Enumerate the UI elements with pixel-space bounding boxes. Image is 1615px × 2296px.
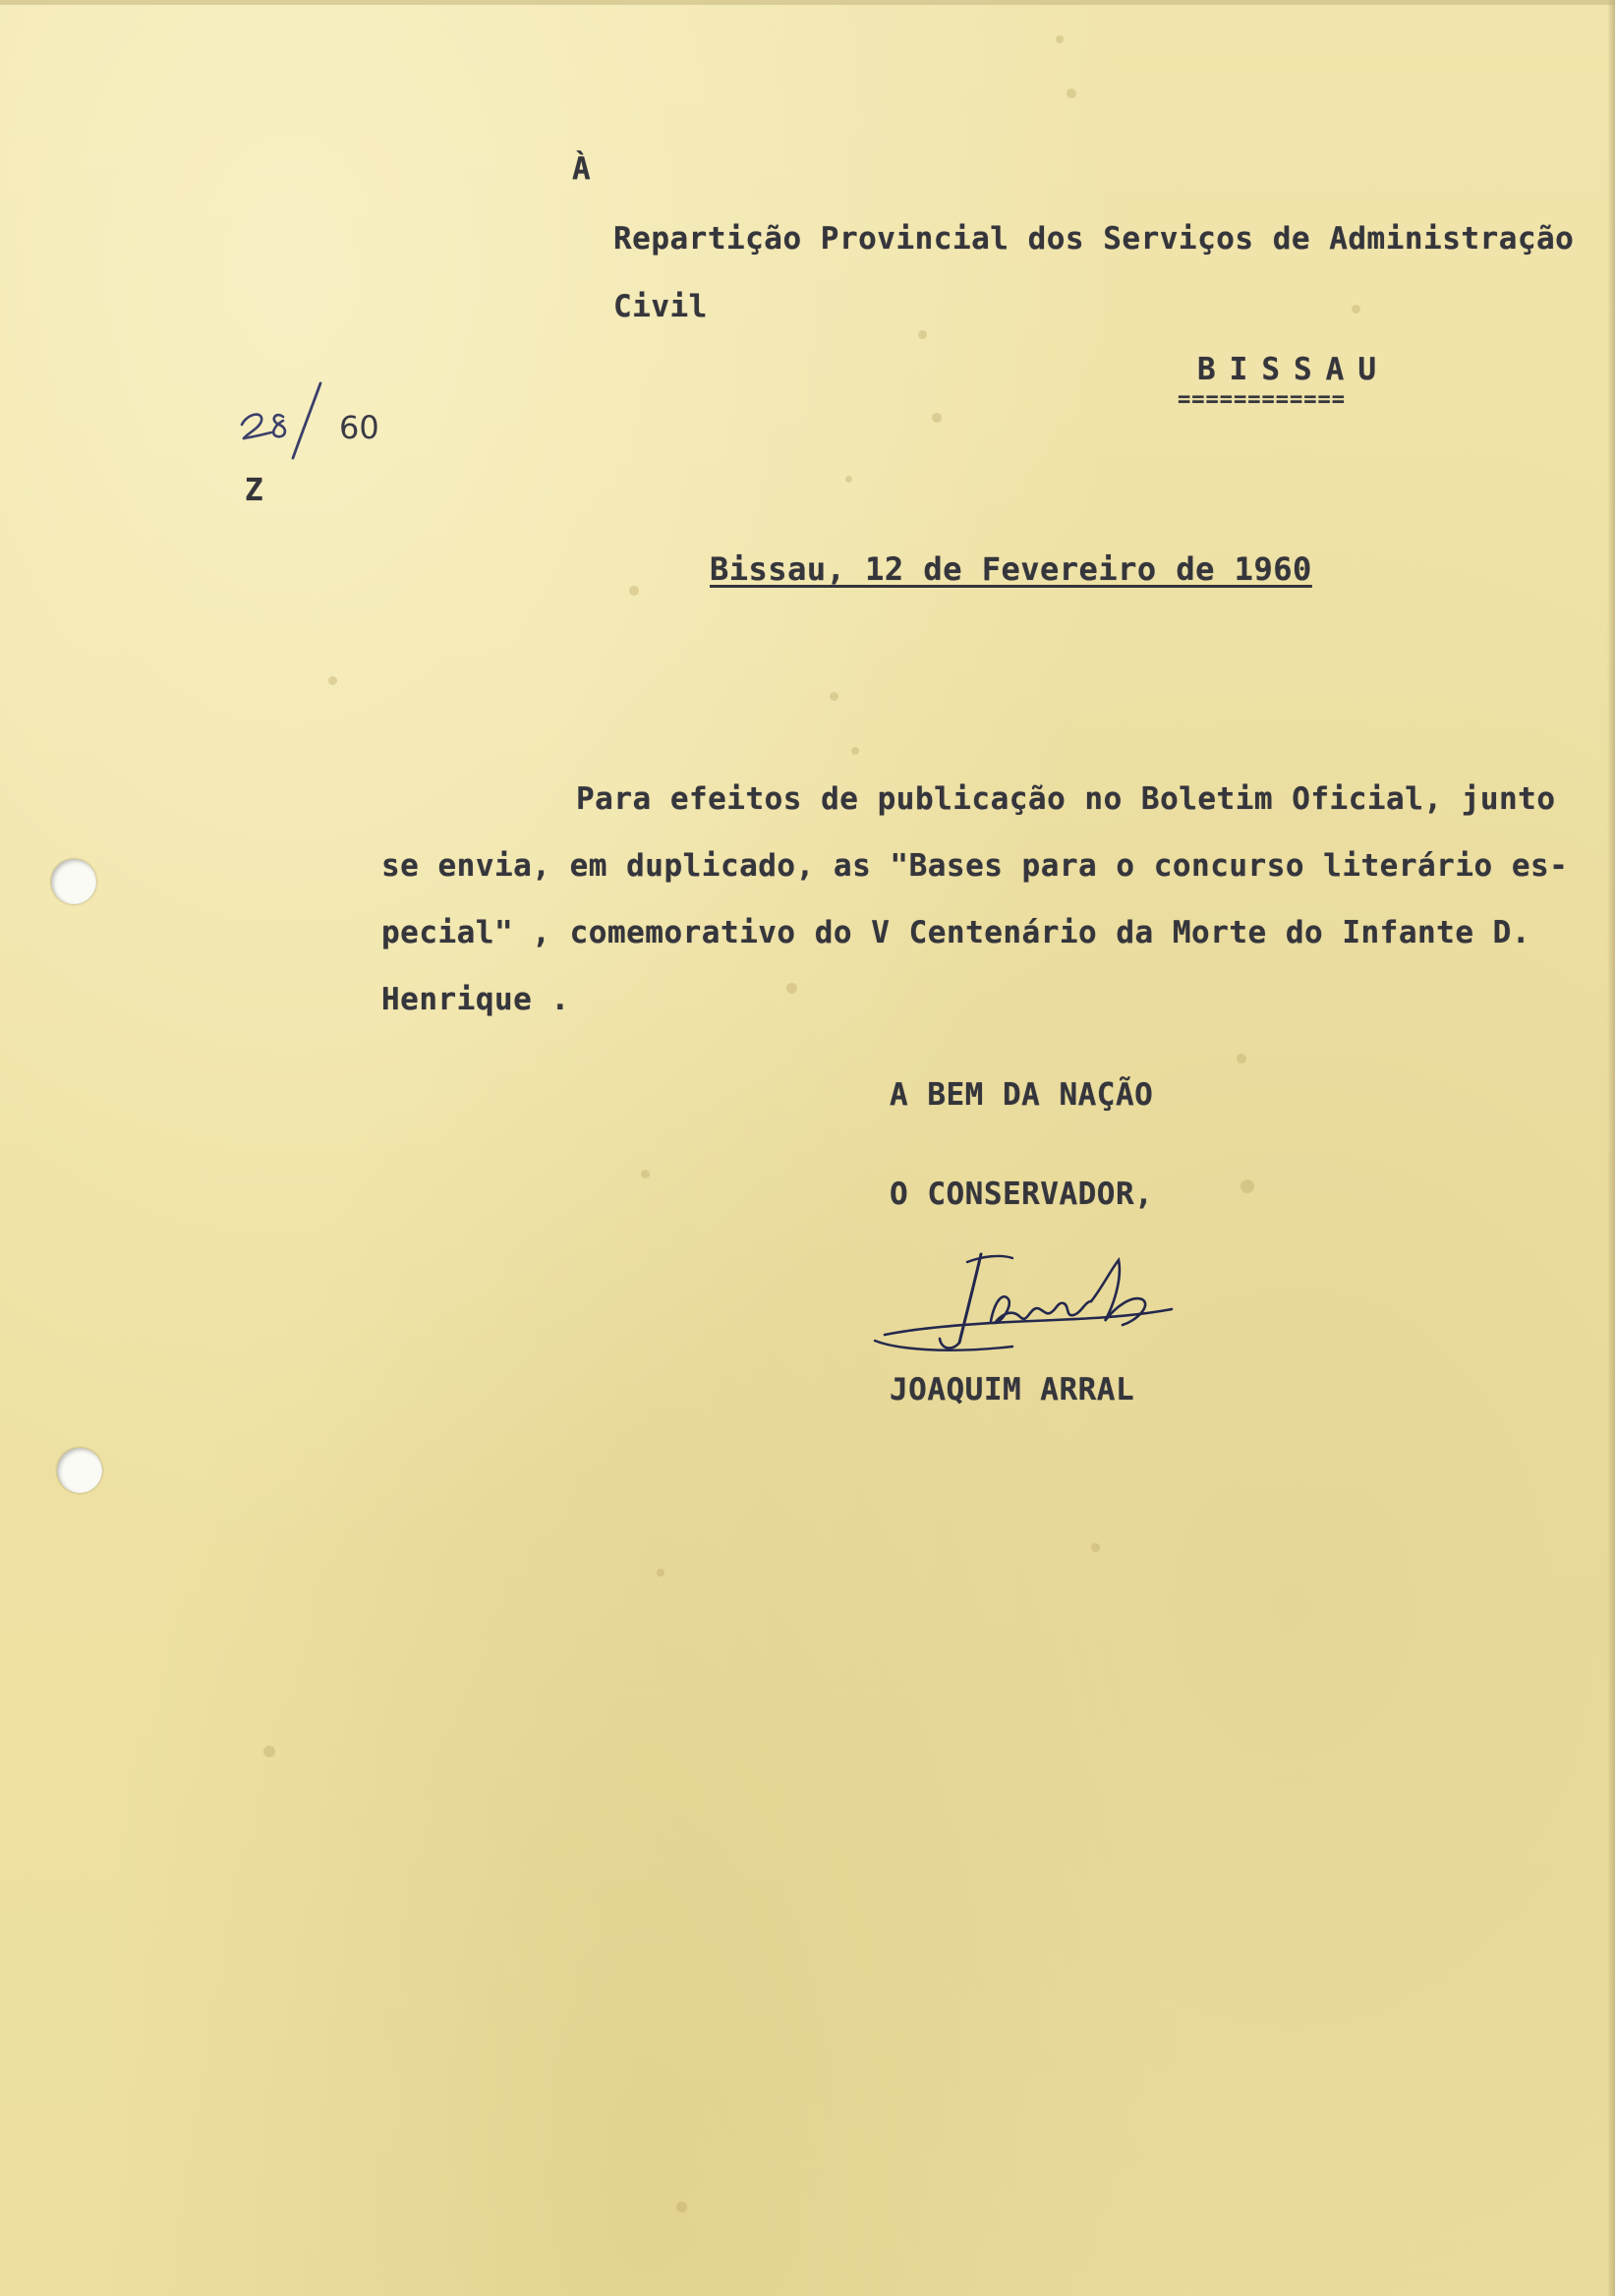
signatory-name: JOAQUIM ARRAL [890, 1372, 1135, 1407]
reference-number: 60 [339, 409, 379, 446]
punch-hole [51, 859, 96, 904]
foxing-spot [1091, 1543, 1100, 1552]
foxing-spot [629, 586, 639, 596]
recipient-line: Civil [613, 289, 708, 324]
punch-hole [57, 1448, 102, 1493]
recipient-prefix: À [572, 151, 592, 187]
foxing-spot [641, 1170, 650, 1178]
foxing-spot [1352, 305, 1360, 314]
body-line: Henrique . [381, 982, 570, 1017]
page-right-edge [1607, 0, 1615, 2296]
foxing-spot [851, 747, 859, 755]
foxing-spot [1067, 88, 1076, 98]
reference-letter: Z [245, 473, 264, 508]
body-line: Para efeitos de publicação no Boletim Oficial, junto [576, 781, 1556, 817]
foxing-spot [1240, 1179, 1254, 1193]
recipient-city: BISSAU [1197, 352, 1390, 387]
closing-salutation: A BEM DA NAÇÃO [890, 1077, 1154, 1113]
foxing-spot [1056, 35, 1064, 43]
foxing-spot [932, 413, 942, 423]
foxing-spot [328, 676, 337, 685]
foxing-spot [786, 983, 797, 994]
foxing-spot [918, 330, 927, 339]
date-line: Bissau, 12 de Fevereiro de 1960 [710, 550, 1312, 588]
foxing-spot [830, 692, 838, 701]
signatory-title: O CONSERVADOR, [890, 1177, 1154, 1212]
handwritten-number-glyph [234, 375, 342, 464]
foxing-spot [676, 2202, 687, 2212]
foxing-spot [845, 476, 852, 483]
handwritten-reference [234, 375, 401, 464]
city-double-rule: ============ [1178, 387, 1346, 412]
foxing-spot [657, 1569, 664, 1577]
signature [865, 1240, 1199, 1368]
body-line: se envia, em duplicado, as "Bases para o concurso literário es- [381, 848, 1569, 884]
page-top-edge [0, 0, 1615, 5]
recipient-line: Repartição Provincial dos Serviços de Administração [613, 221, 1575, 257]
body-line: pecial" , comemorativo do V Centenário da Morte do Infante D. [381, 915, 1530, 950]
foxing-spot [1237, 1054, 1246, 1063]
foxing-spot [263, 1746, 275, 1757]
